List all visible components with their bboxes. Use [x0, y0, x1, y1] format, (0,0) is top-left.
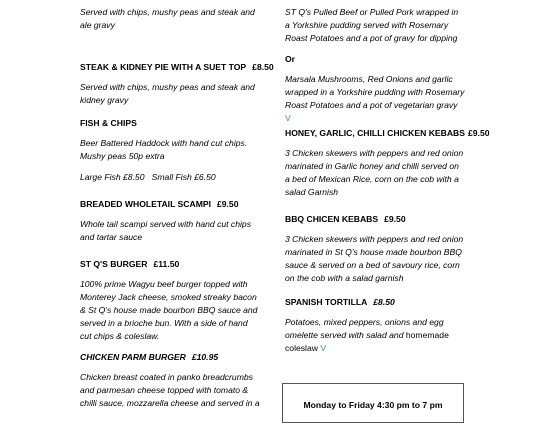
item-description: Whole tail scampi served with hand cut chips and tartar sauce: [80, 219, 251, 242]
item-title: [80, 61, 274, 73]
hours-box: [282, 383, 464, 423]
menu-item-yorkshire: [285, 6, 465, 125]
hours-text: Monday to Friday 4:30 pm to 7 pm: [303, 400, 443, 410]
item-price: £9.50: [384, 214, 406, 224]
item-price: £9.50: [216, 199, 239, 209]
item-title: [80, 351, 260, 363]
item-title: [80, 258, 260, 270]
or-label: Or: [285, 54, 296, 64]
item-name: ST Q'S BURGER: [80, 259, 148, 269]
item-name: HONEY, GARLIC, CHILLI CHICKEN KEBABS: [285, 128, 465, 138]
tortilla-text: Potatoes, mixed peppers, onions and egg omelette served with salad and: [285, 317, 444, 340]
item-title: [285, 213, 465, 225]
item-description-veg: [285, 73, 465, 125]
item-name: STEAK & KIDNEY PIE WITH A SUET TOP: [80, 62, 247, 72]
item-price: £10.95: [191, 352, 219, 362]
menu-item-scampi: [80, 198, 260, 244]
item-description: 3 Chicken skewers with peppers and red onion marinated in Garlic honey and chilli served on a bed of Mexican Rice, corn on the cob with a salad Garnish: [285, 148, 464, 197]
item-description: [285, 316, 465, 355]
item-price: £8.50: [252, 62, 274, 72]
item-title: [285, 127, 490, 139]
item-description: ST Q's Pulled Beef or Pulled Pork wrapped in a Yorkshire pudding served with Rosemary Roast Potatoes and a pot of gravy for dipping: [285, 7, 459, 43]
menu-item-fish: [80, 117, 260, 184]
item-name: SPANISH TORTILLA: [285, 297, 368, 307]
item-price: £9.50: [468, 128, 490, 138]
item-description: Beer Battered Haddock with hand cut chips. Mushy peas 50p extra: [80, 138, 248, 161]
item-name: BREADED WHOLETAIL SCAMPI: [80, 199, 211, 209]
menu-item-honey-kebabs: [285, 127, 490, 199]
item-title: FISH & CHIPS: [80, 118, 137, 128]
item-description: 100% prime Wagyu beef burger topped with Monterey Jack cheese, smoked streaky bacon & St Q's house made bourbon BBQ sauce and served in a brioche bun. With a side of hand cut chips & coleslaw.: [80, 279, 258, 341]
item-description: Served with chips, mushy peas and steak and kidney gravy: [80, 82, 255, 105]
item-title: [80, 198, 260, 210]
item-name: BBQ CHICEN KEBABS: [285, 214, 379, 224]
item-description: Served with chips, mushy peas and steak and ale gravy: [80, 7, 255, 30]
item-description: 3 Chicken skewers with peppers and red onion marinated in St Q's house made bourbon BBQ sauce & served on a bed of savoury rice, corn on the cob with a salad garnish: [285, 234, 464, 283]
menu-item-bbq-kebabs: [285, 213, 465, 285]
item-description: Chicken breast coated in panko breadcrumbs and parmesan cheese topped with tomato & chilli sauce, mozzarella cheese and served in a: [80, 372, 260, 408]
menu-item-parm: [80, 351, 260, 410]
vegetarian-mark: V: [285, 113, 291, 123]
vegetarian-mark: V: [320, 343, 327, 353]
menu-item-pie-cont: [80, 6, 260, 32]
menu-item-tortilla: [285, 296, 465, 355]
item-title: [285, 296, 465, 308]
item-price: £8.50: [373, 297, 395, 307]
item-name: CHICKEN PARM BURGER: [80, 352, 186, 362]
menu-item-burger: [80, 258, 260, 343]
item-sizes: Large Fish £8.50 Small Fish £6.50: [80, 172, 216, 182]
coleslaw-text: homemade coleslaw: [285, 330, 449, 353]
marsala-text: Marsala Mushrooms, Red Onions and garlic wrapped in a Yorkshire pudding with Rosemary Roast Potatoes and a pot of vegetarian gravy: [285, 74, 465, 110]
menu-item-steak-kidney: [80, 61, 274, 107]
item-price: £11.50: [153, 259, 180, 269]
